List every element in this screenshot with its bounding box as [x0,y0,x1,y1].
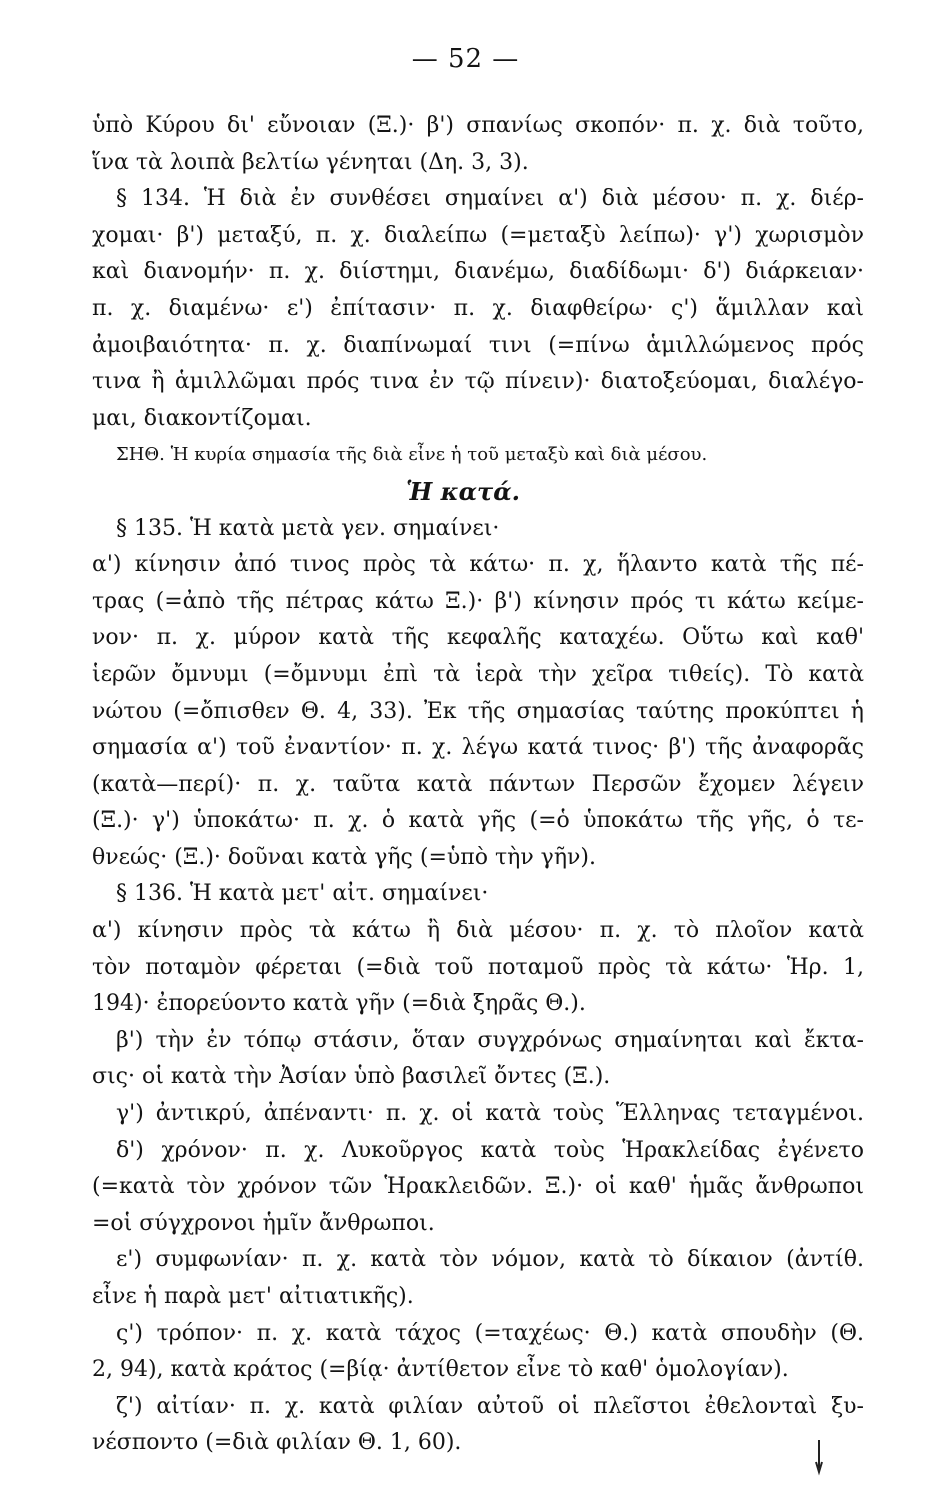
text-line: ς') τρόπον· π. χ. κατὰ τάχος (=ταχέως· Θ.) κατὰ σπουδὴν (Θ. [116,1320,864,1346]
text-line: β') τὴν ἐν τόπῳ στάσιν, ὅταν συγχρόνως σημαίνηται καὶ ἔκτα- [116,1027,864,1053]
text-line: εἶνε ἡ παρὰ μετ' αἰτιατικῆς). [92,1284,414,1309]
text-line: ΣΗΘ. Ἡ κυρία σημασία τῆς διὰ εἶνε ἡ τοῦ μεταξὺ καὶ διὰ μέσου. [116,444,708,466]
text-line: τὸν ποταμὸν φέρεται (=διὰ τοῦ ποταμοῦ πρὸς τὰ κάτω· Ἡρ. 1, [92,954,864,980]
text-line: § 134. Ἡ διὰ ἐν συνθέσει σημαίνει α') διὰ μέσου· π. χ. διέρ- [116,186,864,212]
text-line: καὶ διανομήν· π. χ. διίστημι, διανέμω, διαδίδωμι· δ') διάρκειαν· [92,259,864,285]
text-line: δ') χρόνον· π. χ. Λυκοῦργος κατὰ τοὺς Ἡρακλείδας ἐγένετο [116,1137,864,1163]
text-line: τρας (=ἀπὸ τῆς πέτρας κάτω Ξ.)· β') κίνησιν πρός τι κάτω κείμε- [92,588,864,614]
text-line: σις· οἱ κατὰ τὴν Ἀσίαν ὑπὸ βασιλεῖ ὄντες (Ξ.). [92,1064,611,1090]
text-line: σημασία α') τοῦ ἐναντίον· π. χ. λέγω κατά τινος· β') τῆς ἀναφορᾶς [92,735,864,761]
text-line: Ἡ κατά. [405,476,521,506]
text-line: (κατὰ—περί)· π. χ. ταῦτα κατὰ πάντων Περσῶν ἔχομεν λέγειν [92,771,864,797]
text-line: ἵνα τὰ λοιπὰ βελτίω γένηται (Δη. 3, 3). [92,149,529,175]
text-line: γ') ἀντικρύ, ἀπέναντι· π. χ. οἱ κατὰ τοὺς Ἕλληνας τεταγμένοι. [116,1101,864,1127]
text-line: τινα ἢ ἁμιλλῶμαι πρός τινα ἐν τῷ πίνειν)· διατοξεύομαι, διαλέγο- [92,369,864,395]
text-line: (=κατὰ τὸν χρόνον τῶν Ἡρακλειδῶν. Ξ.)· οἱ καθ' ἡμᾶς ἄνθρωποι [92,1174,864,1200]
text-line: (Ξ.)· γ') ὑποκάτω· π. χ. ὁ κατὰ γῆς (=ὁ ὑποκάτω τῆς γῆς, ὁ τε- [92,808,864,834]
body-text [92,108,864,1462]
text-line: νώτου (=ὄπισθεν Θ. 4, 33). Ἐκ τῆς σημασίας ταύτης προκύπτει ἡ [92,698,864,724]
text-line: ζ') αἰτίαν· π. χ. κατὰ φιλίαν αὐτοῦ οἱ πλεῖστοι ἐθελονταὶ ξυ- [116,1393,864,1419]
text-line: νέσποντο (=διὰ φιλίαν Θ. 1, 60). [92,1430,462,1456]
text-line: ὑπὸ Κύρου δι' εὔνοιαν (Ξ.)· β') σπανίως σκοπόν· π. χ. διὰ τοῦτο, [92,113,864,138]
text-line: μαι, διακοντίζομαι. [92,405,312,431]
text-line: α') κίνησιν ἀπό τινος πρὸς τὰ κάτω· π. χ, ἥλαντο κατὰ τῆς πέ- [92,552,864,578]
text-line: χομαι· β') μεταξύ, π. χ. διαλείπω (=μεταξὺ λείπω)· γ') χωρισμὸν [92,222,864,248]
text-line: 194)· ἐπορεύοντο κατὰ γῆν (=διὰ ξηρᾶς Θ.). [92,991,586,1017]
text-line: α') κίνησιν πρὸς τὰ κάτω ἢ διὰ μέσου· π. χ. τὸ πλοῖον κατὰ [92,918,864,944]
page-number: — 52 — [411,44,520,74]
text-line: θνεώς· (Ξ.)· δοῦναι κατὰ γῆς (=ὑπὸ τὴν γῆν). [92,844,596,870]
text-line: =οἱ σύγχρονοι ἡμῖν ἄνθρωποι. [92,1210,435,1236]
text-line: ε') συμφωνίαν· π. χ. κατὰ τὸν νόμον, κατὰ τὸ δίκαιον (ἀντίθ. [116,1247,864,1273]
text-line: 2, 94), κατὰ κράτος (=βίᾳ· ἀντίθετον εἶνε τὸ καθ' ὁμολογίαν). [92,1357,789,1383]
text-line: νον· π. χ. μύρον κατὰ τῆς κεφαλῆς καταχέω. Οὕτω καὶ καθ' [92,625,864,651]
text-line: § 136. Ἡ κατὰ μετ' αἰτ. σημαίνει· [116,881,489,907]
text-line: § 135. Ἡ κατὰ μετὰ γεν. σημαίνει· [116,515,500,541]
ink-mark-icon [814,1438,824,1476]
text-line: ἀμοιβαιότητα· π. χ. διαπίνωμαί τινι (=πίνω ἁμιλλώμενος πρός [92,332,864,358]
text-line: π. χ. διαμένω· ε') ἐπίτασιν· π. χ. διαφθείρω· ς') ἅμιλλαν καὶ [92,295,864,321]
text-line: ἱερῶν ὄμνυμι (=ὄμνυμι ἐπὶ τὰ ἱερὰ τὴν χεῖρα τιθείς). Τὸ κατὰ [92,661,864,687]
